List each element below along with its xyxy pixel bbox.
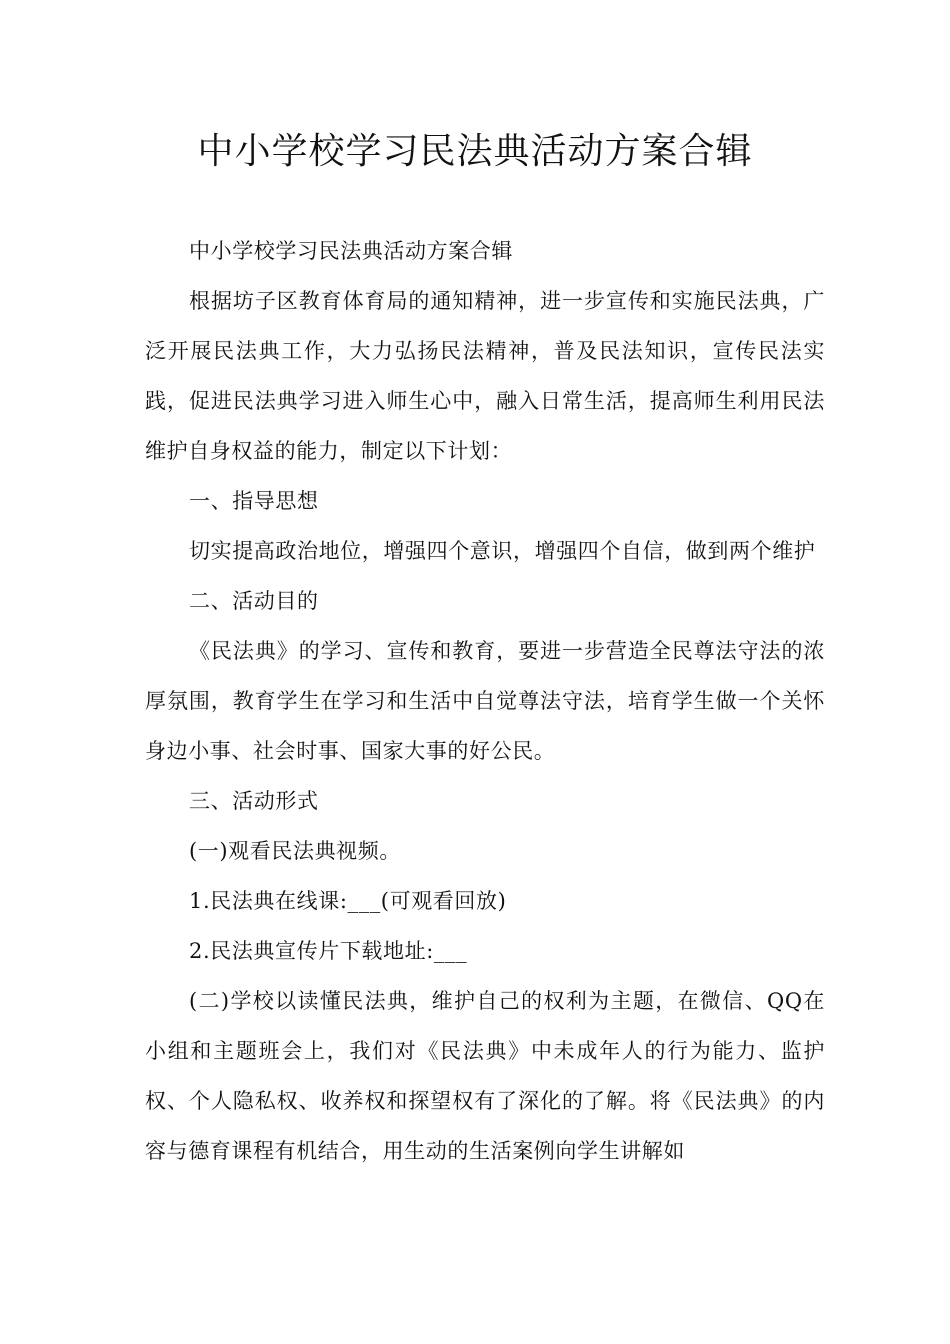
section-heading-activity-purpose: 二、活动目的: [189, 589, 319, 613]
paragraph-subtitle: 中小学校学习民法典活动方案合辑: [189, 239, 513, 263]
paragraph-intro: 根据坊子区教育体育局的通知精神，进一步宣传和实施民法典，广泛开展民法典工作，大力弘扬民法精神，普及民法知识，宣传民法实践，促进民法典学习进入师生心中，融入日常生活，提高师生利用民法维护自身权益的能力，制定以下计划：: [145, 289, 825, 463]
document-title: 中小学校学习民法典活动方案合辑: [197, 131, 753, 172]
paragraph-school-theme: (二)学校以读懂民法典，维护自己的权利为主题，在微信、QQ在小组和主题班会上，我们对《民法典》中未成年人的行为能力、监护权、个人隐私权、收养权和探望权有了深化的了解。将《民法典》的内容与德育课程有机结合，用生动的生活案例向学生讲解如: [145, 989, 825, 1163]
paragraph-activity-purpose: 《民法典》的学习、宣传和教育，要进一步营造全民尊法守法的浓厚氛围，教育学生在学习和生活中自觉尊法守法，培育学生做一个关怀身边小事、社会时事、国家大事的好公民。: [145, 639, 825, 763]
list-item-online-course: 1.民法典在线课:___(可观看回放): [189, 889, 507, 913]
section-heading-guiding-ideology: 一、指导思想: [189, 489, 319, 513]
list-item-promo-download: 2.民法典宣传片下载地址:___: [189, 939, 468, 963]
document-body: [145, 226, 825, 1176]
subsection-watch-videos: (一)观看民法典视频。: [189, 839, 401, 863]
paragraph-guiding-ideology: 切实提高政治地位，增强四个意识，增强四个自信，做到两个维护: [189, 539, 816, 563]
section-heading-activity-form: 三、活动形式: [189, 789, 319, 813]
